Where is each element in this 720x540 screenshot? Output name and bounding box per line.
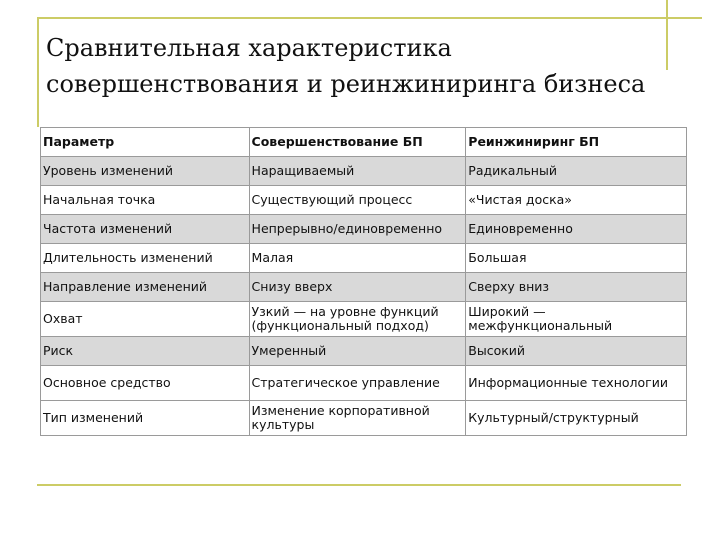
table-row [41,337,687,366]
cell-reengineering: Культурный/структурный [466,401,687,436]
slide-title [46,30,686,102]
cell-improvement: Малая [249,244,466,273]
cell-improvement: Узкий — на уровне функций (функциональный подход) [249,302,466,337]
table-row [41,157,687,186]
cell-reengineering: Единовременно [466,215,687,244]
table-row [41,186,687,215]
cell-reengineering: Информационные технологии [466,366,687,401]
header-improvement: Совершенствование БП [249,128,466,157]
cell-improvement: Умеренный [249,337,466,366]
cell-reengineering: «Чистая доска» [466,186,687,215]
cell-reengineering: Широкий — межфункциональный [466,302,687,337]
cell-parameter: Начальная точка [41,186,250,215]
cell-parameter: Длительность изменений [41,244,250,273]
header-parameter: Параметр [41,128,250,157]
cell-improvement: Стратегическое управление [249,366,466,401]
table-row [41,215,687,244]
cell-parameter: Охват [41,302,250,337]
cell-improvement: Изменение корпоративной культуры [249,401,466,436]
cell-improvement: Существующий процесс [249,186,466,215]
slide-title-line-2: совершенствования и реинжиниринга бизнеса [46,70,646,98]
comparison-table [40,127,687,436]
cell-reengineering: Радикальный [466,157,687,186]
frame-line-bottom [37,484,681,486]
cell-improvement: Наращиваемый [249,157,466,186]
cell-reengineering: Сверху вниз [466,273,687,302]
table-row [41,401,687,436]
cell-reengineering: Большая [466,244,687,273]
cell-parameter: Уровень изменений [41,157,250,186]
header-reengineering: Реинжиниринг БП [466,128,687,157]
cell-parameter: Риск [41,337,250,366]
cell-improvement: Снизу вверх [249,273,466,302]
cell-parameter: Тип изменений [41,401,250,436]
cell-reengineering: Высокий [466,337,687,366]
table-row [41,273,687,302]
cell-improvement: Непрерывно/единовременно [249,215,466,244]
table-row [41,244,687,273]
table-row [41,302,687,337]
frame-line-top [37,17,702,19]
frame-line-left [37,17,39,127]
table-row [41,366,687,401]
slide-title-line-1: Сравнительная характеристика [46,34,452,62]
cell-parameter: Частота изменений [41,215,250,244]
cell-parameter: Основное средство [41,366,250,401]
table-header-row [41,128,687,157]
cell-parameter: Направление изменений [41,273,250,302]
